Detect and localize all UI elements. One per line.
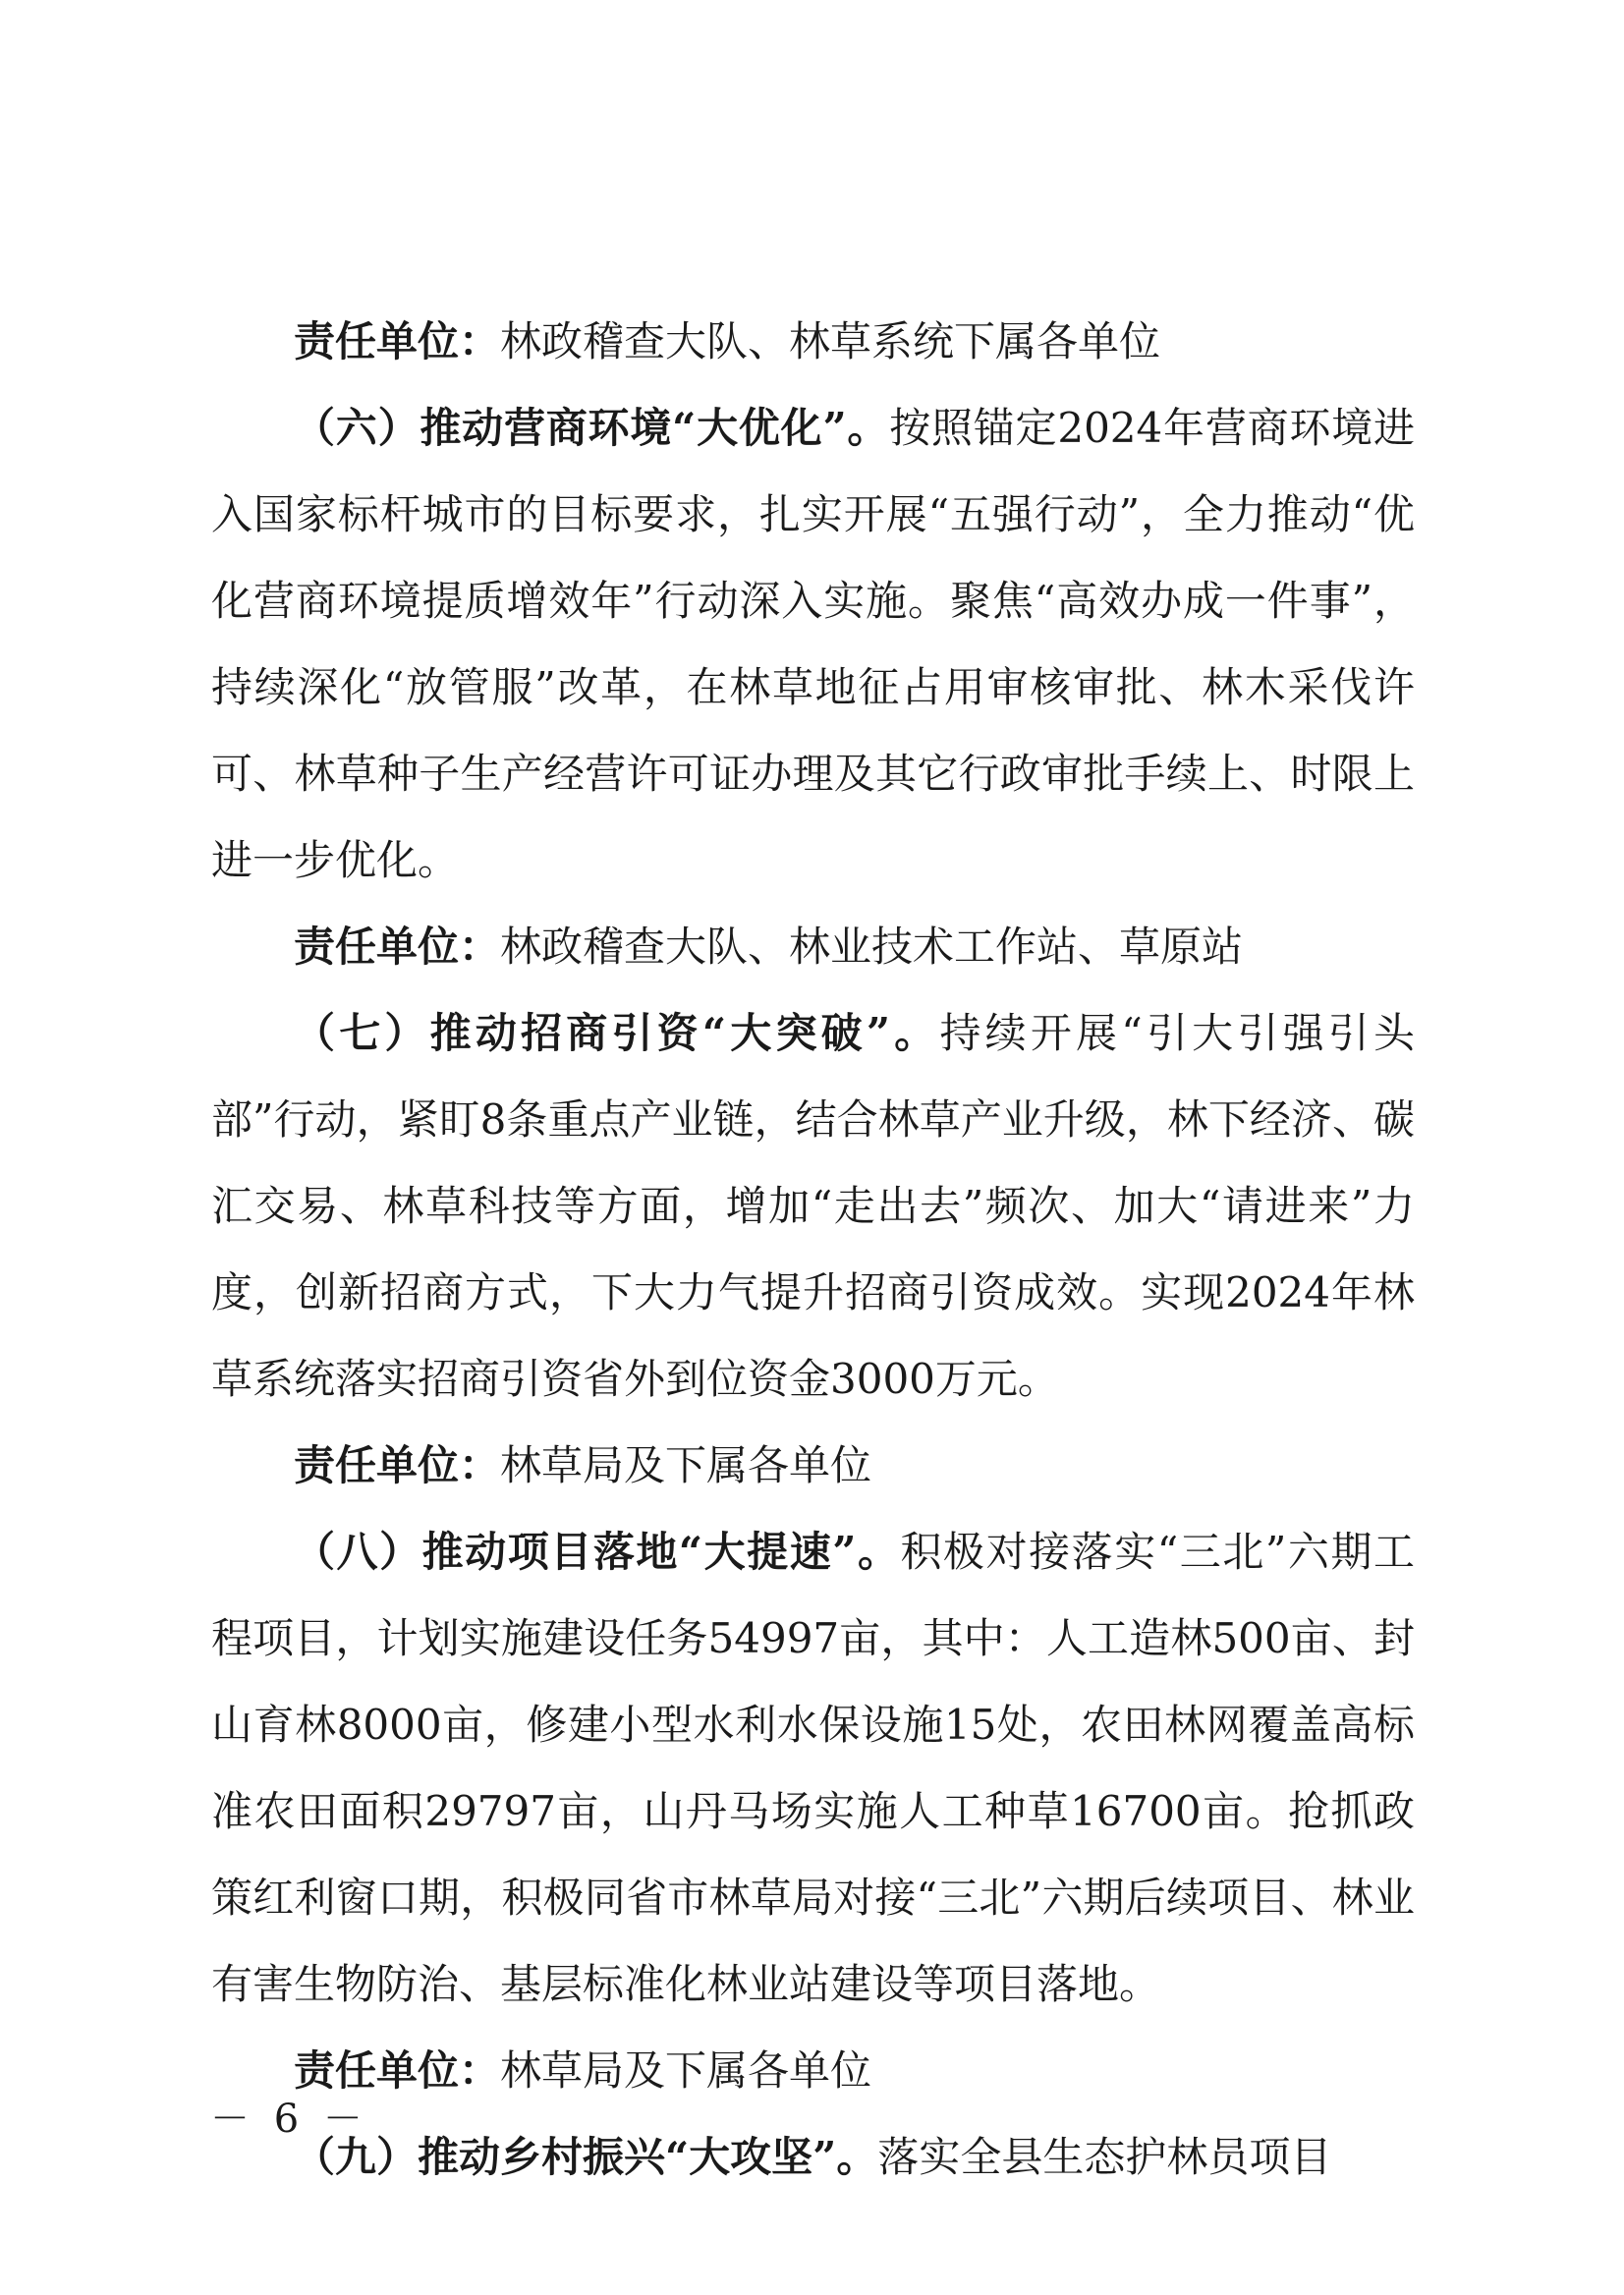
section-8-heading: （八）推动项目落地“大提速”。 — [294, 1528, 901, 1576]
section-6-heading: （六）推动营商环境“大优化”。 — [294, 404, 890, 452]
document-body — [211, 299, 1415, 2201]
responsible-unit-text: 林政稽查大队、林草系统下属各单位 — [500, 317, 1161, 365]
responsible-unit-label: 责任单位： — [294, 2046, 501, 2095]
responsible-unit-2 — [211, 904, 1415, 990]
section-7-text: 持续开展“引大引强引头部”行动，紧盯8条重点产业链，结合林草产业升级，林下经济、碳汇交易、林草科技等方面，增加“走出去”频次、加大“请进来”力度，创新招商方式，下大力气提升招商引资成效。实现2024年林草系统落实招商引资省外到位资金3000万元。 — [211, 1009, 1415, 1403]
responsible-unit-3 — [211, 1423, 1415, 1509]
section-9-heading: （九）推动乡村振兴“大攻坚”。 — [294, 2133, 878, 2181]
section-7-heading: （七）推动招商引资“大突破”。 — [294, 1009, 940, 1057]
responsible-unit-text: 林草局及下属各单位 — [500, 1441, 872, 1489]
responsible-unit-text: 林草局及下属各单位 — [500, 2046, 872, 2095]
responsible-unit-label: 责任单位： — [294, 317, 501, 365]
section-6-text: 按照锚定2024年营商环境进入国家标杆城市的目标要求，扎实开展“五强行动”，全力推动“优化营商环境提质增效年”行动深入实施。聚焦“高效办成一件事”，持续深化“放管服”改革，在林草地征占用审核审批、林木采伐许可、林草种子生产经营许可证办理及其它行政审批手续上、时限上进一步优化。 — [211, 404, 1415, 884]
section-9-text: 落实全县生态护林员项目 — [877, 2133, 1332, 2181]
section-8-text: 积极对接落实“三北”六期工程项目，计划实施建设任务54997亩，其中：人工造林500亩、封山育林8000亩，修建小型水利水保设施15处，农田林网覆盖高标准农田面积29797亩，山丹马场实施人工种草16700亩。抢抓政策红利窗口期，积极同省市林草局对接“三北”六期后续项目、林业有害生物防治、基层标准化林业站建设等项目落地。 — [211, 1528, 1415, 2008]
section-9-paragraph — [211, 2114, 1415, 2201]
section-6-paragraph — [211, 385, 1415, 904]
section-8-paragraph — [211, 1509, 1415, 2028]
responsible-unit-label: 责任单位： — [294, 1441, 501, 1489]
responsible-unit-1 — [211, 299, 1415, 385]
page-number: － 6 － — [210, 2097, 368, 2142]
responsible-unit-4 — [211, 2028, 1415, 2114]
responsible-unit-text: 林政稽查大队、林业技术工作站、草原站 — [500, 923, 1244, 971]
responsible-unit-label: 责任单位： — [294, 923, 501, 971]
section-7-paragraph — [211, 990, 1415, 1423]
